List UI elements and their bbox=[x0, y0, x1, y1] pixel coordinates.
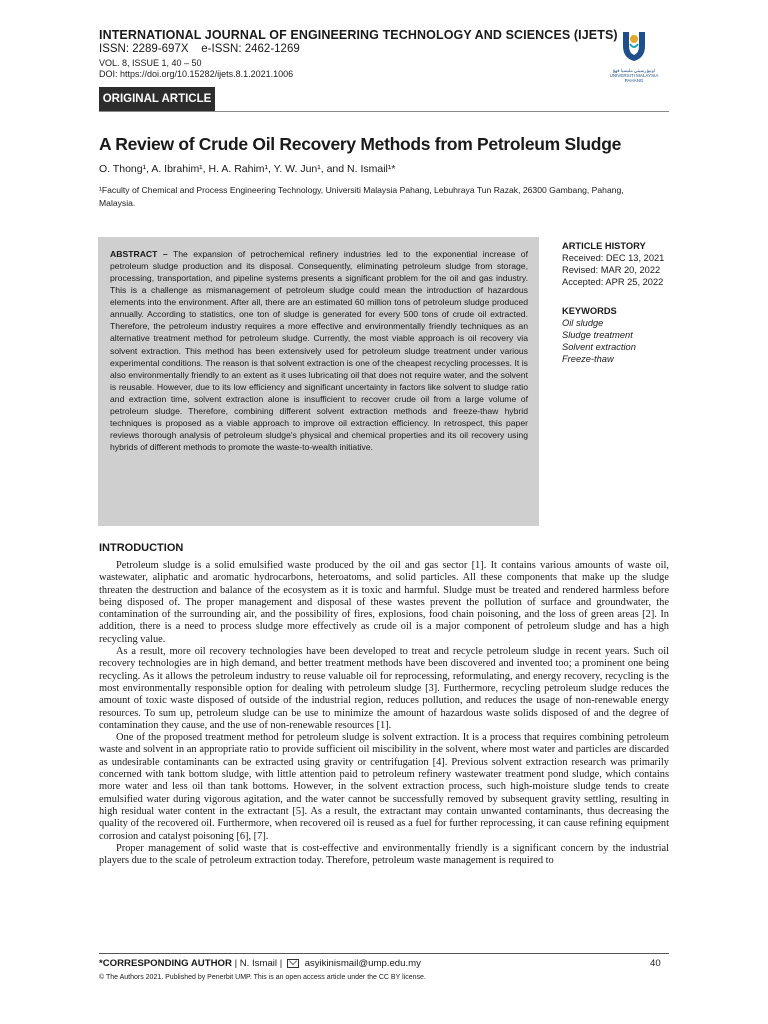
doi-link[interactable]: DOI: https://doi.org/10.15282/ijets.8.1.2021.1006 bbox=[99, 69, 294, 79]
volume-line: VOL. 8, ISSUE 1, 40 – 50 bbox=[99, 58, 202, 68]
keyword-item: Freeze-thaw bbox=[562, 354, 614, 364]
revised-date: Revised: MAR 20, 2022 bbox=[562, 265, 661, 275]
corresponding-author bbox=[99, 958, 421, 969]
header-divider bbox=[99, 111, 669, 112]
affiliation: ¹Faculty of Chemical and Process Engineering Technology, Universiti Malaysia Pahang, Lebuhraya Tun Razak, 26300 Gambang, Pahang, Malaysia. bbox=[99, 185, 624, 208]
article-title: A Review of Crude Oil Recovery Methods from Petroleum Sludge bbox=[99, 134, 622, 154]
corresponding-email[interactable]: asyikinismail@ump.edu.my bbox=[304, 958, 421, 969]
page-number: 40 bbox=[650, 958, 661, 969]
footer-divider bbox=[99, 953, 669, 954]
corresponding-name: | N. Ismail | bbox=[234, 958, 283, 969]
issn-line: ISSN: 2289-697X e-ISSN: 2462-1269 bbox=[99, 43, 300, 55]
abstract-label: ABSTRACT – bbox=[110, 249, 168, 259]
license-notice: © The Authors 2021. Published by Penerbit UMP. This is an open access article under the CC BY license. bbox=[99, 974, 426, 981]
article-type-badge: ORIGINAL ARTICLE bbox=[99, 87, 215, 111]
section-heading-introduction: INTRODUCTION bbox=[99, 542, 184, 554]
abstract-box bbox=[98, 237, 539, 526]
university-logo bbox=[604, 30, 664, 83]
logo-caption-english: UNIVERSITI MALAYSIA PAHANG bbox=[609, 73, 659, 83]
received-date: Received: DEC 13, 2021 bbox=[562, 253, 665, 263]
keyword-item: Solvent extraction bbox=[562, 342, 636, 352]
keyword-item: Sludge treatment bbox=[562, 330, 633, 340]
logo-caption-arabic: اونيۏرسيتي مليسيا قهڠ bbox=[612, 68, 656, 73]
abstract-text: The expansion of petrochemical refinery industries led to the exponential increase of petroleum sludge production and its disposal. Consequently, eliminating petroleum sludge from storage, processing, transportation, and pipeline systems presents a significant problem for the oil and gas industry. This is a challenge as mismanagement of petroleum sludge could mean the introduction of hazardous elements into the environment. After all, there are an estimated 60 million tons of petroleum sludge produced annually. According to statistics, one ton of sludge is generated for every 500 tons of crude oil extracted. Therefore, the petroleum industry requires a more effective and environmentally friendly techniques as an alternative treatment method for petroleum sludge. Currently, the most viable approach is oil recovery via solvent extraction. This method has been extensively used for petroleum sludge treatment under various experimental conditions. The reason is that solvent extraction is one of the cheapest recycling processes. It is also environmentally friendly to an extent as it uses lubricating oil that does not require water, and the solvent is reusable. However, due to its low efficiency and significant uncertainty in factors like solvent to sludge ratio and extraction time, solvent extraction alone is insufficient to recover crude oil from a large volume of petroleum sludge. Therefore, combining different solvent extraction methods and freeze-thaw hybrid techniques is proposed as a viable approach to improve oil extraction efficiency. In retrospect, this paper reviews thorough analysis of petroleum sludge's physical and chemical properties and its oil recovery using hybrids of different methods to promote the waste-to-wealth initiative. bbox=[110, 249, 528, 452]
keywords-heading: KEYWORDS bbox=[562, 306, 617, 316]
accepted-date: Accepted: APR 25, 2022 bbox=[562, 277, 664, 287]
author-list: O. Thong¹, A. Ibrahim¹, H. A. Rahim¹, Y. W. Jun¹, and N. Ismail¹* bbox=[99, 163, 396, 175]
introduction-body bbox=[99, 560, 669, 867]
keyword-item: Oil sludge bbox=[562, 318, 604, 328]
journal-title: INTERNATIONAL JOURNAL OF ENGINEERING TECHNOLOGY AND SCIENCES (IJETS) bbox=[99, 28, 618, 42]
mail-icon bbox=[287, 959, 299, 968]
corresponding-label: *CORRESPONDING AUTHOR bbox=[99, 958, 232, 969]
logo-caption bbox=[604, 68, 664, 83]
ump-emblem-icon bbox=[619, 30, 649, 62]
body-paragraph: One of the proposed treatment method for petroleum sludge is solvent extraction. It is a process that requires combining petroleum waste and solvent in an appropriate ratio to provide sufficient oil miscibility in the solvent, where most water and particles are discarded as undesirable contaminants can be extracted using gravity or centrifugation [4]. Previous solvent extraction research was primarily concerned with tank bottom sludge, with little attention paid to petroleum refinery wastewater treatment pond sludge, which contains more water and less oil than tank bottoms. However, in the solvent extraction process, such high-moisture sludge tends to create emulsified water during vigorous agitation, and the water cannot be successfully removed by subsequent gravity settling, resulting in high residual water content in the extractant [5]. As a result, the extractant may contain unwanted contaminants, thus decreasing the quality of the recovered oil. Furthermore, when recovered oil is reused as a fuel for further reprocessing, it can cause refining equipment corrosion and catalyst poisoning [6], [7]. bbox=[99, 732, 669, 842]
body-paragraph: Proper management of solid waste that is cost-effective and environmentally friendly is a significant concern by the industrial players due to the scale of petroleum extraction today. Therefore, petroleum waste management is required to bbox=[99, 842, 669, 867]
body-paragraph: Petroleum sludge is a solid emulsified waste produced by the oil and gas sector [1]. It contains various amounts of waste oil, wastewater, aliphatic and aromatic hydrocarbons, heteroatoms, and solid particles. All these components that make up the sludge threaten the destruction and balance of the ecosystem as it is toxic and harmful. Sludge must be treated and rendered harmless before being disposed of. The proper management and disposal of these wastes prevent the pollution of surface and groundwater, the contamination of the surrounding air, and the possibility of fires, explosions, food chain poisoning, and the loss of green areas [2]. In addition, there is a need to process sludge more effectively as crude oil is a major component of petroleum sludge and has a high recycling value. bbox=[99, 560, 669, 645]
article-history-heading: ARTICLE HISTORY bbox=[562, 241, 646, 251]
body-paragraph: As a result, more oil recovery technologies have been developed to treat and recycle petroleum sludge in recent years. Such oil recovery technologies are in high demand, and better treatment methods have been discovered and invented too; a prominent one being recycling. As it allows the petroleum industry to reuse valuable oil for reprocessing, reformulating, and energy recovery, recycling is the most environmentally responsible option for dealing with petroleum sludge [3]. Furthermore, recycling petroleum sludge reduces the amount of toxic waste disposed of outside of the industrial region, reduces pollution, and reduces the usage of non-renewable energy resources. To sum up, petroleum sludge can be use to minimize the amount of hazardous waste solids disposed of and the degree of contamination they cause, and the use of non-renewable resources [1]. bbox=[99, 646, 669, 731]
